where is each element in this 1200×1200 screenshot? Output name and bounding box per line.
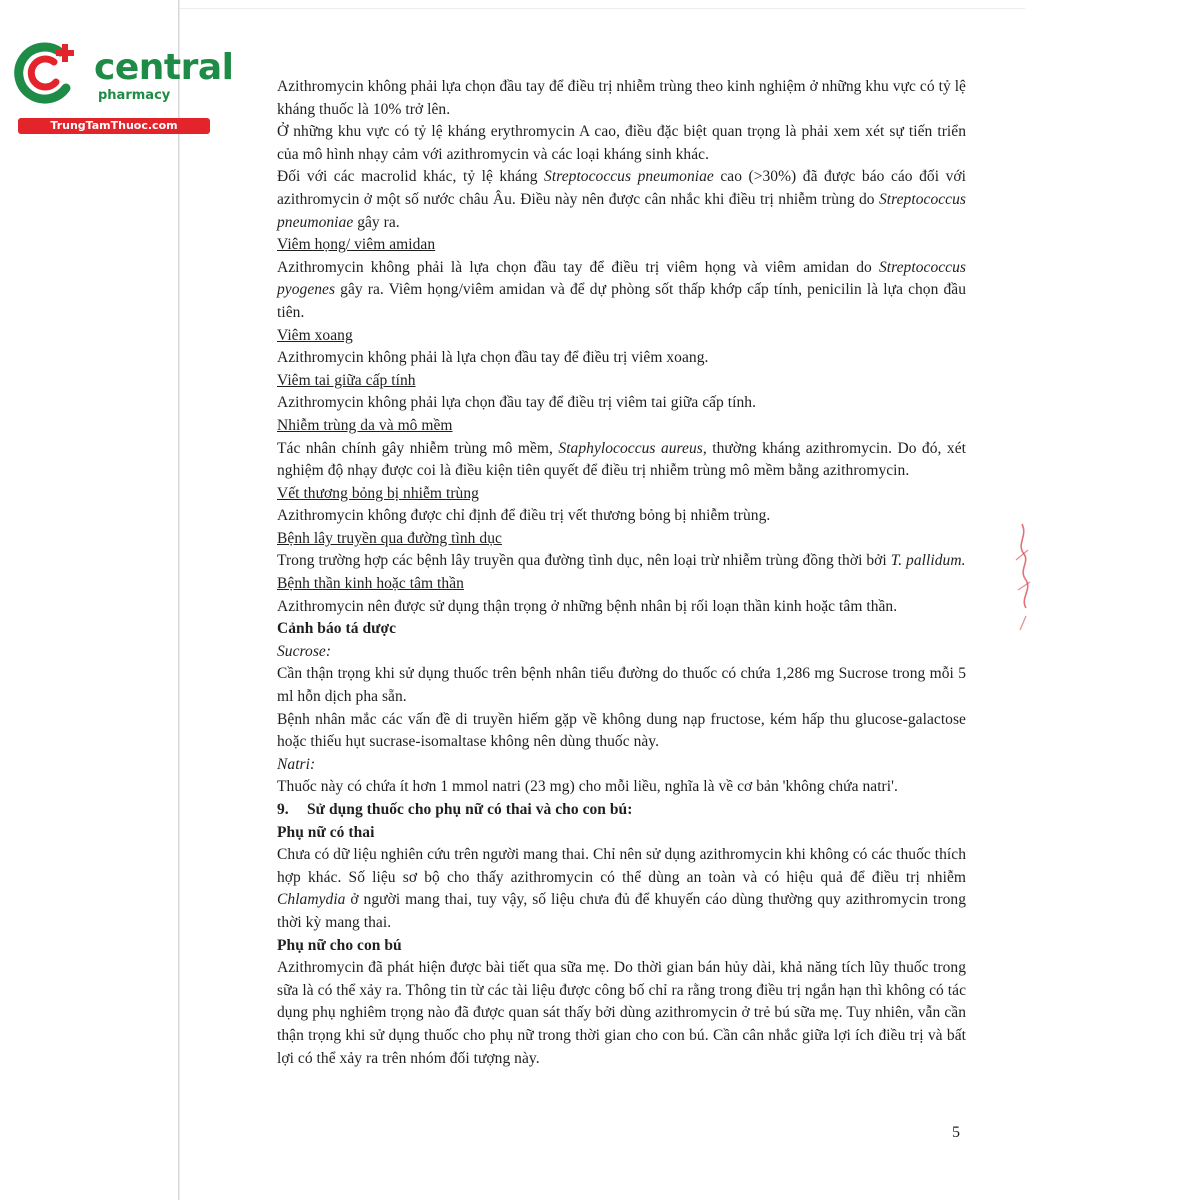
central-pharmacy-logo[interactable]: [10, 38, 234, 138]
logo-brand-text: central: [94, 47, 234, 88]
subheading-burn: Vết thương bỏng bị nhiễm trùng: [277, 484, 479, 502]
paragraph: Azithromycin đã phát hiện được bài tiết qua sữa mẹ. Do thời gian bán hủy dài, khả năng tích lũy thuốc trong sữa là có thể xảy ra. Thông tin từ các tài liệu được công bố chỉ ra rằng trong điều trị ngắn hạn thì không có tác dụng phụ nghiêm trọng nào đã được quan sát thấy bởi dùng azithromycin ở trẻ bú sữa mẹ. Tuy nhiên, vẫn cần thận trọng khi sử dụng thuốc cho phụ nữ trong thời gian cho con bú. Cần cân nhắc giữa lợi ích điều trị và bất lợi có thể xảy ra trên nhóm đối tượng này.: [277, 959, 966, 1067]
subheading-throat: Viêm họng/ viêm amidan: [277, 236, 436, 254]
paragraph: Ở những khu vực có tỷ lệ kháng erythromycin A cao, điều đặc biệt quan trọng là phải xem xét sự tiến triển của mô hình nhạy cảm với azithromycin và các loại kháng sinh khác.: [277, 123, 966, 163]
paragraph: Chưa có dữ liệu nghiên cứu trên người mang thai. Chỉ nên sử dụng azithromycin khi không có các thuốc thích hợp khác. Số liệu sơ bộ cho thấy azithromycin có thể dùng an toàn và có hiệu quả để điều trị nhiễm Chlamydia ở người mang thai, tuy vậy, số liệu chưa đủ để khuyến cáo dùng thường quy azithromycin trong thời kỳ mang thai.: [277, 846, 966, 931]
label-sucrose: Sucrose:: [277, 642, 332, 660]
document-body: [277, 76, 966, 1070]
paragraph: Trong trường hợp các bệnh lây truyền qua đường tình dục, nên loại trừ nhiễm trùng đồng thời bởi T. pallidum.: [277, 552, 966, 570]
page-edge: [178, 0, 180, 1200]
paragraph: Bệnh nhân mắc các vấn đề di truyền hiếm gặp về không dung nạp fructose, kém hấp thu glucose-galactose hoặc thiếu hụt sucrase-isomaltase không nên dùng thuốc này.: [277, 710, 966, 751]
section-9-heading: 9. Sử dụng thuốc cho phụ nữ có thai và cho con bú:: [277, 801, 633, 818]
paragraph: Cần thận trọng khi sử dụng thuốc trên bệnh nhân tiểu đường do thuốc có chứa 1,286 mg Sucrose trong mỗi 5 ml hỗn dịch pha sẵn.: [277, 665, 966, 706]
subheading-sinus: Viêm xoang: [277, 326, 353, 344]
paragraph: Azithromycin không phải là lựa chọn đầu tay để điều trị viêm xoang.: [277, 349, 709, 367]
page-number: 5: [952, 1124, 960, 1141]
paragraph: Thuốc này có chứa ít hơn 1 mmol natri (23 mg) cho mỗi liều, nghĩa là về cơ bản 'không chứa natri'.: [277, 778, 898, 796]
red-stamp-mark: [1008, 520, 1034, 640]
paragraph: Azithromycin không được chỉ định để điều trị vết thương bỏng bị nhiễm trùng.: [277, 507, 771, 525]
logo-site-label: TrungTamThuoc.com: [18, 118, 210, 134]
page-top-edge: [180, 8, 1025, 9]
subheading-lactation: Phụ nữ cho con bú: [277, 936, 402, 954]
paragraph: Azithromycin không phải lựa chọn đầu tay để điều trị nhiễm trùng theo kinh nghiệm ở những khu vực có tỷ lệ kháng thuốc là 10% trở lên.: [277, 78, 966, 118]
subheading-ear: Viêm tai giữa cấp tính: [277, 371, 416, 389]
subheading-std: Bệnh lây truyền qua đường tình dục: [277, 529, 502, 547]
subheading-neuro: Bệnh thần kinh hoặc tâm thần: [277, 575, 464, 593]
paragraph: Azithromycin không phải là lựa chọn đầu tay để điều trị viêm họng và viêm amidan do Streptococcus pyogenes gây ra. Viêm họng/viêm amidan và để dự phòng sốt thấp khớp cấp tính, penicilin là lựa chọn đầu tiên.: [277, 258, 966, 321]
subheading-skin: Nhiễm trùng da và mô mềm: [277, 416, 453, 434]
label-natri: Natri:: [277, 755, 316, 773]
subheading-pregnancy: Phụ nữ có thai: [277, 823, 375, 841]
paragraph: Azithromycin không phải lựa chọn đầu tay để điều trị viêm tai giữa cấp tính.: [277, 394, 757, 412]
heading-excipient-warning: Cảnh báo tá dược: [277, 620, 397, 638]
logo-mark-icon: [10, 38, 94, 108]
paragraph: Tác nhân chính gây nhiễm trùng mô mềm, Staphylococcus aureus, thường kháng azithromycin. Do đó, xét nghiệm độ nhạy được coi là điều kiện tiên quyết để điều trị nhiễm trùng mô mềm bằng azithromycin.: [277, 439, 966, 480]
logo-subtitle: pharmacy: [98, 88, 171, 103]
paragraph: Đối với các macrolid khác, tỷ lệ kháng Streptococcus pneumoniae cao (>30%) đã được báo cáo đối với azithromycin ở một số nước châu Âu. Điều này nên được cân nhắc khi điều trị nhiễm trùng do Streptococcus pneumoniae gây ra.: [277, 168, 966, 231]
paragraph: Azithromycin nên được sử dụng thận trọng ở những bệnh nhân bị rối loạn thần kinh hoặc tâm thần.: [277, 597, 898, 615]
